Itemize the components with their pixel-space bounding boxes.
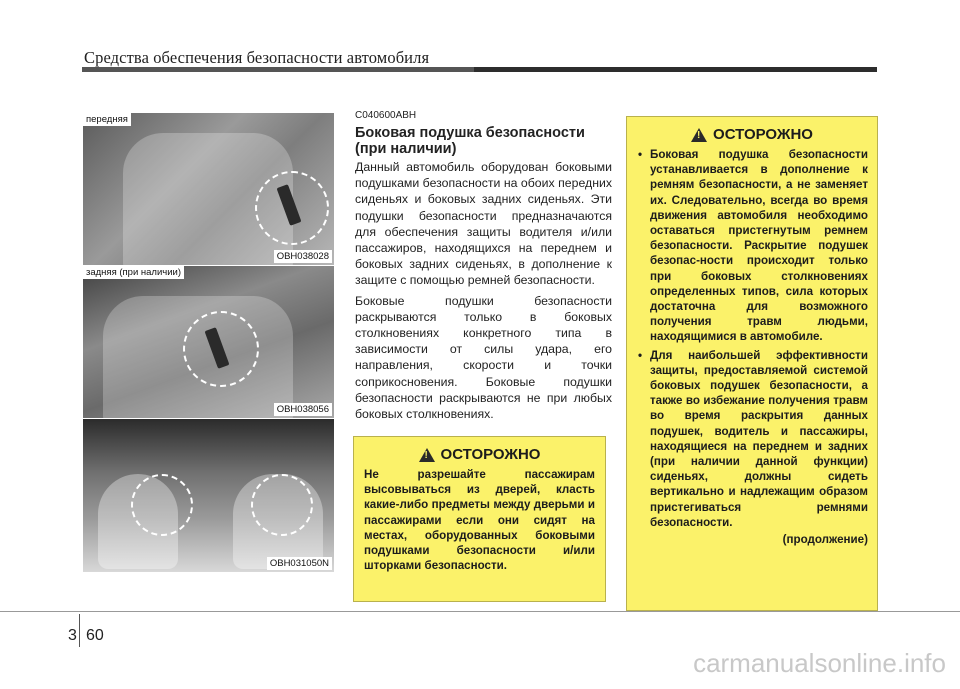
airbag-location-circle bbox=[131, 474, 193, 536]
photo-cabin-illustration bbox=[83, 419, 334, 572]
warning-title: ОСТОРОЖНО bbox=[440, 446, 541, 463]
footer-rule bbox=[0, 611, 960, 612]
warning-title: ОСТОРОЖНО bbox=[713, 126, 813, 143]
airbag-location-circle bbox=[251, 474, 313, 536]
warning-triangle-icon: ! bbox=[419, 448, 435, 462]
page-number-separator bbox=[79, 614, 80, 647]
warning-triangle-icon: ! bbox=[691, 128, 707, 142]
photo-code: OBH031050N bbox=[267, 557, 332, 570]
section-title: Боковая подушка безопасности (при наличии) bbox=[355, 125, 585, 157]
watermark: carmanualsonline.info bbox=[693, 648, 946, 678]
photo-label: задняя (при наличии) bbox=[83, 266, 184, 279]
photo-front-seat bbox=[83, 113, 334, 265]
chapter-number: 3 bbox=[68, 627, 77, 644]
warning-box-doors bbox=[353, 436, 606, 602]
warning-list-item: • Боковая подушка безопасности устанавливается в дополнение к ремням безопасности, а не заменяет их. Следовательно, всегда во время движения автомобиля необходимо оставаться пристегнутым ремнем безопасности. Раскрытие подушек безопас-ности происходит только при боковых столкновениях определенных типов, сила которых достаточна для возможного получения травм людьми, находящимися в автомобиле. bbox=[636, 147, 868, 345]
warning-list bbox=[636, 147, 868, 530]
photo-code: OBH038028 bbox=[274, 250, 332, 263]
warning-text: Не разрешайте пассажирам высовываться из дверей, класть какие-либо предметы между дверьми и пассажирами если они сидят на местах, оборудованных боковыми подушками безопасности и/или шторками безопасности. bbox=[364, 468, 595, 573]
photo-code: OBH038056 bbox=[274, 403, 332, 416]
header-rule-accent bbox=[474, 67, 877, 72]
continued-note: (продолжение) bbox=[782, 533, 868, 547]
section-code: C040600ABH bbox=[355, 110, 417, 121]
section-paragraph: Боковые подушки безопасности раскрываются только в боковых столкновениях конкретного типа в зависимости от силы удара, его направления, скорости и точки соприкосновения. Боковые подушки безопасности раскрываются не при любых боковых столкновениях. bbox=[355, 293, 612, 422]
warning-list-item: • Для наибольшей эффективности защиты, предоставляемой системой боковых подушек безопасности, а также во избежание получения травм во время раскрытия данных подушек, водитель и пассажиры, находящиеся на переднем и задних (при наличии данной функции) сиденьях, должны сидеть вертикально и надлежащим образом пристегиваться ремнями безопасности. bbox=[636, 348, 868, 530]
section-content bbox=[355, 110, 612, 422]
photo-label: передняя bbox=[83, 113, 131, 126]
warning-heading bbox=[354, 446, 605, 463]
page-number: 60 bbox=[86, 627, 104, 644]
page-header-title: Средства обеспечения безопасности автомобиля bbox=[84, 48, 430, 67]
warning-box-side-airbag bbox=[626, 116, 878, 611]
section-paragraph: Данный автомобиль оборудован боковыми подушками безопасности на обоих передних сиденьях и боковых задних сиденьях. Эти подушки безопасности предназначаются для обеспечения защиты водителя и/или пассажиров, находящихся на переднем и боковых задних сиденьях, в дополнение к защите с помощью ремней безопасности. bbox=[355, 160, 612, 288]
photo-rear-seat bbox=[83, 266, 334, 418]
warning-heading bbox=[627, 126, 877, 143]
